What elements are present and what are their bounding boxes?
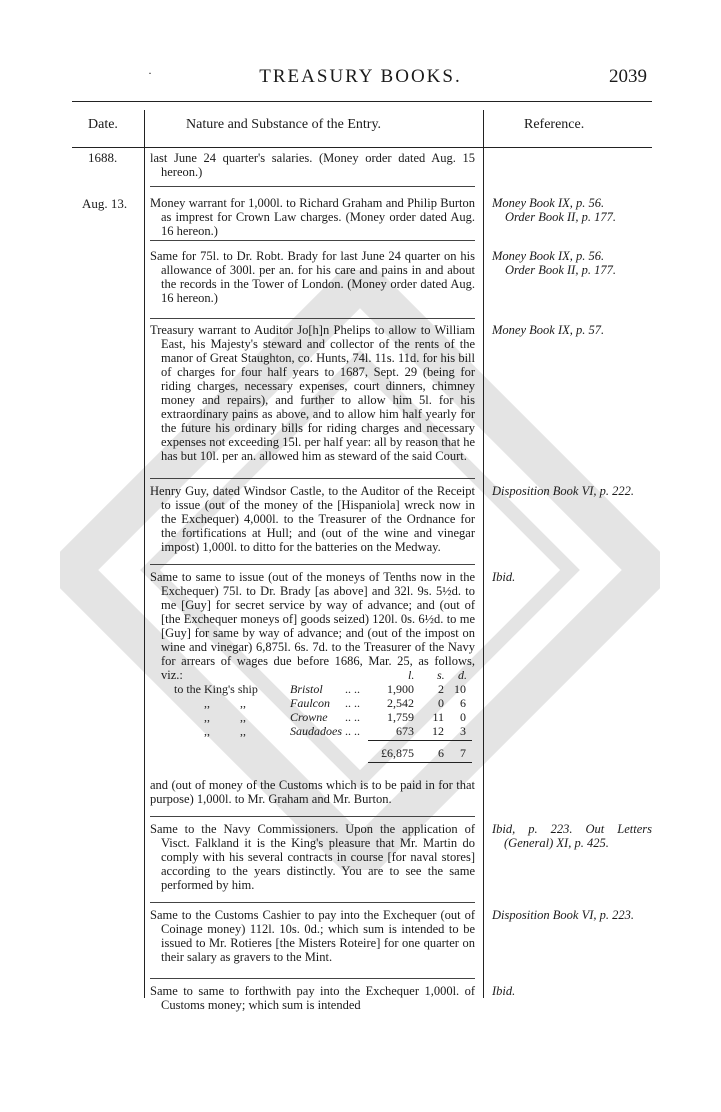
ship-pence: 6 [460,696,466,710]
entry-6: Same to the Navy Commissioners. Upon the application of Visct. Falkland it is the King's pleasure that Mr. Martin do comply with his several contracts in course [for naval stores] according to the years distinctly. You are to see the same performed by him. [150,822,475,892]
entry-5b: and (out of money of the Customs which is to be paid in for that purpose) 1,000l. to Mr. Graham and Mr. Burton. [150,778,475,806]
ship-pounds: 673 [396,724,414,738]
col-header-l: l. [408,668,415,682]
total-rule [368,740,472,741]
date-label: Aug. 13. [82,196,128,211]
total-pence: 7 [460,746,466,760]
entry-separator [150,564,475,565]
ref-2a: Money Book IX, p. 56. [492,249,605,263]
entry-separator [150,240,475,241]
ship-prefix: ,, ,, [204,710,246,724]
ref-1b: Order Book II, p. 177. [505,210,616,224]
ref-5: Ibid. [492,570,516,584]
page-title: TREASURY BOOKS. [259,66,462,87]
ref-3: Money Book IX, p. 57. [492,323,605,337]
entry-separator [150,186,475,187]
ref-1a: Money Book IX, p. 56. [492,196,605,210]
ship-pounds: 1,759 [387,710,414,724]
entry-0: last June 24 quarter's salaries. (Money order dated Aug. 15 hereon.) [150,151,475,179]
header-rule-top [72,101,652,102]
entry-8: Same to same to forthwith pay into the Exchequer 1,000l. of Customs money; which sum is intended [150,984,475,1012]
column-header-date: Date. [88,117,118,132]
entry-separator [150,318,475,319]
entry-7: Same to the Customs Cashier to pay into the Exchequer (out of Coinage money) 112l. 10s. 0d.; which sum is intended to be issued to Mr. Rotieres [the Misters Roteire] for one quarter on their salary as gravers to the Mint. [150,908,475,964]
year-label: 1688. [88,150,118,165]
page-mark: · [148,66,152,80]
ship-pence: 3 [460,724,466,738]
column-header-reference: Reference. [524,117,585,132]
entry-5: Same to same to issue (out of the moneys of Tenths now in the Exchequer) 75l. to Dr. Brady [as above] and 32l. 9s. 5½d. to me [Guy] for secret service by way of advance; and (out of [the Exchequer moneys of] goods seized) 120l. 0s. 6½d. to me [Guy] for same by way of advance; and (out of the impost on wine and vinegar) 6,875l. 6s. 7d. to the Treasurer of the Navy for arrears of wages due before 1686, Mar. 25, as follows, viz.: [150,570,475,682]
total-rule-bottom [368,762,472,763]
entry-2: Same for 75l. to Dr. Robt. Brady for last June 24 quarter on his allowance of 300l. per an. for his care and pains in and about the records in the Tower of London. (Money order dated Aug. 16 hereon.) [150,249,475,305]
column-header-nature: Nature and Substance of the Entry. [186,117,382,132]
ref-8: Ibid. [492,984,516,998]
ref-6: Ibid, p. 223. Out Letters (General) XI, p. 425. [492,822,652,850]
ship-shillings: 11 [432,710,444,724]
total-pounds: £6,875 [381,746,414,760]
entry-separator [150,902,475,903]
ship-name: Bristol [290,682,323,696]
ship-dots: .. .. [345,710,360,724]
ref-7: Disposition Book VI, p. 223. [492,908,635,922]
entry-3: Treasury warrant to Auditor Jo[h]n Phelips to allow to William East, his Majesty's steward and collector of the rents of the manor of Great Staughton, co. Hunts, 74l. 11s. 11d. for his bill of charges for four half years to 1687, Sept. 29 (being for riding charges, necessary expenses, court dinners, chimney money and repairs), and further to allow him 5l. for his extraordinary pains as above, and to allow him half yearly for the future his ordinary bills for riding charges and necessary expenses not exceeding 15l. per half year: all by reason that he has but 10l. per an. allowed him as steward of the said Court. [150,323,475,463]
col-header-d: d. [458,668,467,682]
ship-shillings: 12 [432,724,444,738]
column-rule-2 [483,110,484,998]
total-shillings: 6 [438,746,444,760]
entry-separator [150,478,475,479]
header-rule-bottom [72,147,652,148]
ship-name: Crowne [290,710,328,724]
ship-pounds: 2,542 [387,696,414,710]
ship-dots: .. .. [345,682,360,696]
entry-4: Henry Guy, dated Windsor Castle, to the Auditor of the Receipt to issue (out of the money of the [Hispaniola] wreck now in the Exchequer) 4,000l. to the Treasurer of the Ordnance for the fortifications at Hull; and (out of the wine and vinegar impost) 1,000l. to ditto for the batteries on the Medway. [150,484,475,554]
ships-table [150,668,475,768]
ship-name: Saudadoes [290,724,342,738]
entry-separator [150,816,475,817]
ship-prefix: to the King's ship [174,682,258,696]
ref-2b: Order Book II, p. 177. [505,263,616,277]
ship-prefix: ,, ,, [204,724,246,738]
ship-pence: 10 [454,682,466,696]
ship-shillings: 2 [438,682,444,696]
entry-1: Money warrant for 1,000l. to Richard Graham and Philip Burton as imprest for Crown Law charges. (Money order dated Aug. 16 hereon.) [150,196,475,238]
ship-pounds: 1,900 [387,682,414,696]
entry-separator [150,978,475,979]
ship-dots: .. .. [345,696,360,710]
ship-pence: 0 [460,710,466,724]
ship-prefix: ,, ,, [204,696,246,710]
ship-shillings: 0 [438,696,444,710]
col-header-s: s. [437,668,445,682]
page-number: 2039 [609,66,647,87]
column-rule-1 [144,110,145,998]
ship-name: Faulcon [290,696,330,710]
ship-dots: .. .. [345,724,360,738]
ref-4: Disposition Book VI, p. 222. [492,484,635,498]
